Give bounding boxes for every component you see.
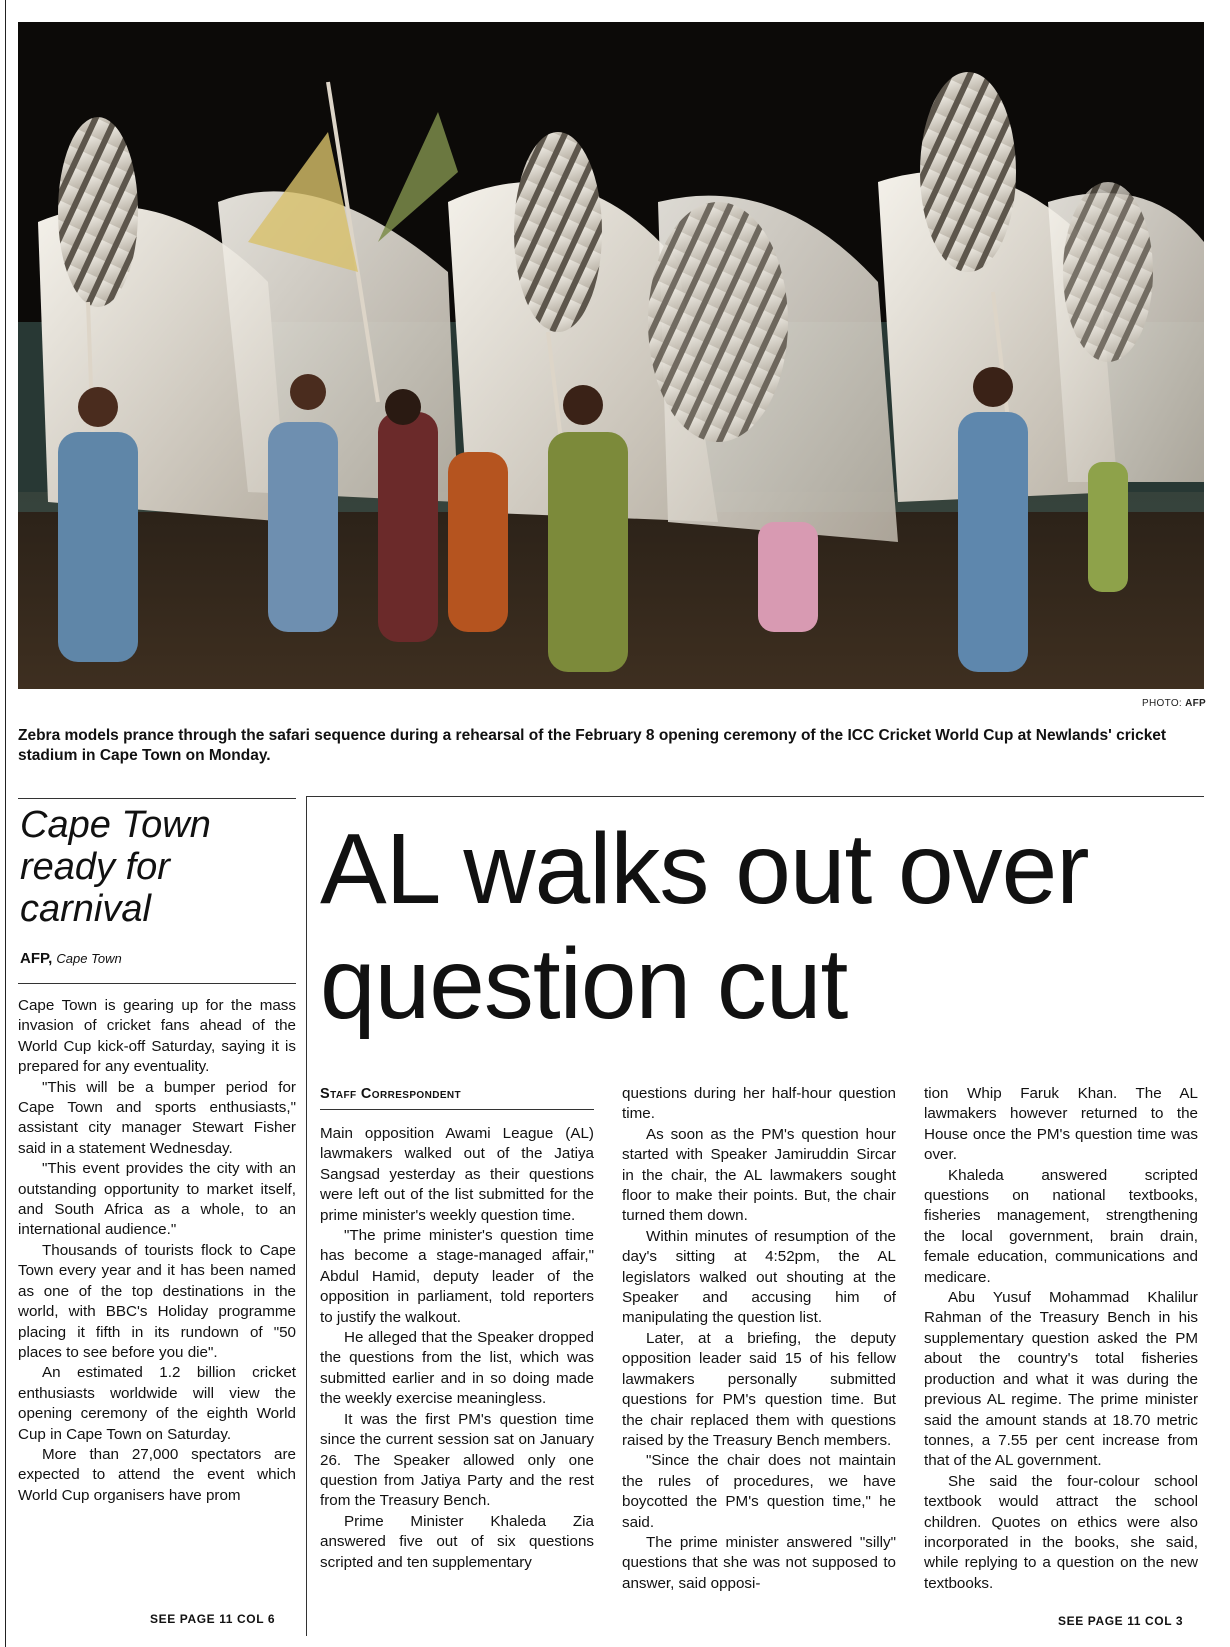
main-byline-rule (320, 1109, 594, 1110)
main-column-2 (622, 1084, 896, 1594)
main-paragraph: questions during her half-hour question time. (622, 1085, 896, 1123)
sidebar-byline (20, 950, 122, 967)
sidebar-continued-jump: SEE PAGE 11 COL 6 (150, 1612, 276, 1626)
main-paragraph: Prime Minister Khaleda Zia answered five out of six questions scripted and ten supplementary (320, 1512, 594, 1571)
sidebar-body (18, 996, 296, 1506)
sidebar-paragraph: "This event provides the city with an outstanding opportunity to market itself, and South Africa as a whole, to an international audience." (18, 1160, 296, 1239)
main-paragraph: It was the first PM's question time since the current session sat on January 26. The Speaker allowed only one question from Jatiya Party and the rest from the Treasury Bench. (320, 1410, 594, 1510)
main-paragraph: The prime minister answered "silly" questions that she was not supposed to answer, said opposi- (622, 1533, 896, 1592)
main-continued-jump: SEE PAGE 11 COL 3 (1058, 1614, 1184, 1628)
sidebar-paragraph: An estimated 1.2 billion cricket enthusiasts worldwide will view the opening ceremony of the eighth World Cup in Cape Town on Saturday. (18, 1364, 296, 1443)
sidebar-byline-agency: AFP, (20, 950, 53, 967)
main-paragraph: "Since the chair does not maintain the rules of procedures, we have boycotted the PM's question time," he said. (622, 1452, 896, 1531)
sidebar-byline-rule (18, 983, 296, 984)
page-left-rule (5, 0, 6, 1647)
sidebar-paragraph: More than 27,000 spectators are expected to attend the event which World Cup organisers have prom (18, 1445, 296, 1504)
main-paragraph: Within minutes of resumption of the day's sitting at 4:52pm, the AL legislators walked out shouting at the Speaker and accusing him of manipulating the question list. (622, 1227, 896, 1327)
main-headline: AL walks out over question cut (320, 813, 1089, 1040)
main-top-rule (306, 796, 1204, 797)
sidebar-paragraph: Cape Town is gearing up for the mass invasion of cricket fans ahead of the World Cup kick-off Saturday, saying it is prepared for any eventuality. (18, 997, 296, 1076)
photo-credit (1142, 698, 1206, 709)
main-paragraph: Abu Yusuf Mohammad Khalilur Rahman of the Treasury Bench in his supplementary question asked the PM about the country's total fisheries production and what it was during the previous AL regime. The prime minister said the amount stands at 18.70 metric tonnes, a 7.55 per cent increase from that of the AL government. (924, 1289, 1198, 1470)
main-byline: Staff Correspondent (320, 1086, 462, 1102)
sidebar-byline-place: Cape Town (56, 951, 122, 966)
sidebar-top-rule (18, 798, 296, 799)
sidebar-paragraph: "This will be a bumper period for Cape Town and sports enthusiasts," assistant city manager Stewart Fisher said in a statement Wednesday. (18, 1078, 296, 1157)
main-paragraph: She said the four-colour school textbook would attract the school children. Quotes on ethics were also incorporated in the books, she said, while replying to a question on the new textbooks. (924, 1472, 1198, 1592)
main-column-1 (320, 1124, 594, 1573)
main-paragraph: "The prime minister's question time has become a stage-managed affair," Abdul Hamid, deputy leader of the opposition in parliament, told reporters to justify the walkout. (320, 1227, 594, 1326)
sidebar-headline: Cape Town ready for carnival (20, 804, 211, 930)
sidebar-paragraph: Thousands of tourists flock to Cape Town every year and it has been named as one of the top destinations in the world, with BBC's Holiday programme placing it fifth in its rundown of "50 places to see before you die". (18, 1241, 296, 1361)
main-column-3 (924, 1084, 1198, 1594)
photo-credit-label: PHOTO: (1142, 698, 1182, 709)
main-paragraph: tion Whip Faruk Khan. The AL lawmakers however returned to the House once the PM's question time was over. (924, 1085, 1198, 1164)
main-left-rule (306, 796, 307, 1636)
photo-credit-agency: AFP (1185, 698, 1206, 709)
news-photo (18, 22, 1204, 689)
main-paragraph: Khaleda answered scripted questions on national textbooks, fisheries management, strengthening the local government, brain drain, female education, communications and medicare. (924, 1166, 1198, 1286)
main-paragraph: As soon as the PM's question hour started with Speaker Jamiruddin Sircar in the chair, the AL lawmakers sought floor to make their points. But, the chair turned them down. (622, 1125, 896, 1225)
main-paragraph: Main opposition Awami League (AL) lawmakers walked out of the Jatiya Sangsad yesterday as their questions were left out of the list submitted for the prime minister's weekly question time. (320, 1125, 594, 1224)
photo-caption: Zebra models prance through the safari sequence during a rehearsal of the February 8 opening ceremony of the ICC Cricket World Cup at Newlands' cricket stadium in Cape Town on Monday. (18, 727, 1167, 764)
main-paragraph: He alleged that the Speaker dropped the questions from the list, which was submitted earlier and in so doing made the weekly exercise meaningless. (320, 1329, 594, 1408)
main-paragraph: Later, at a briefing, the deputy opposition leader said 15 of his fellow lawmakers personally submitted questions for PM's question time. But the chair replaced them with questions raised by the Treasury Bench members. (622, 1329, 896, 1449)
